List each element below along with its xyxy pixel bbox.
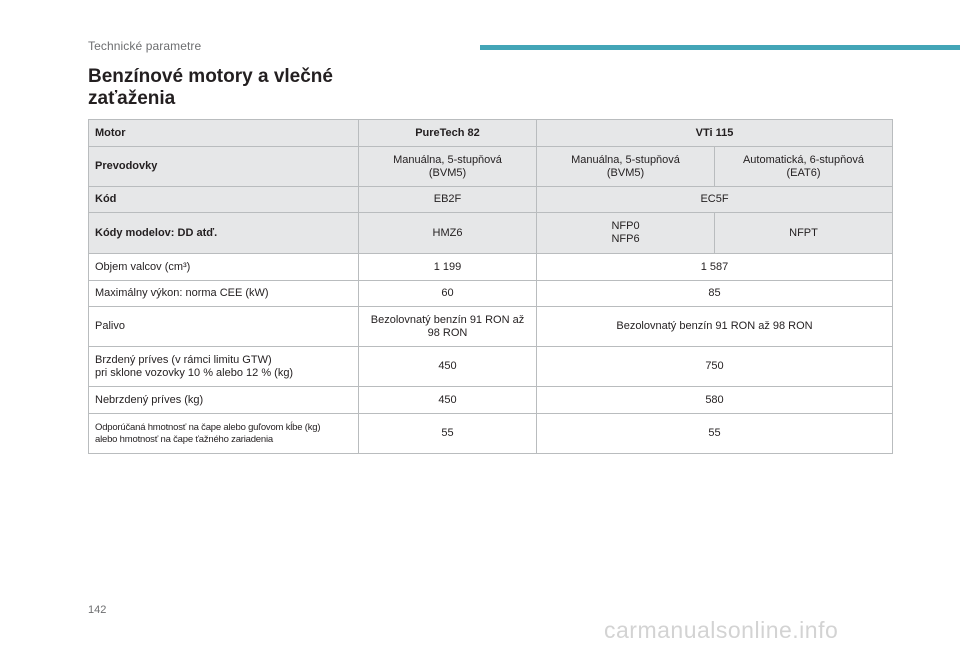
gearbox-label-cell: Prevodovky [89, 147, 359, 187]
table-row [89, 347, 893, 387]
braked-trailer-cell: 750 [537, 347, 893, 387]
model-code-cell: NFPT [715, 213, 893, 254]
nose-weight-label-line: alebo hmotnosť na čape ťažného zariadenia [95, 433, 273, 445]
max-power-cell: 85 [537, 281, 893, 307]
model-code-cell: HMZ6 [359, 213, 537, 254]
nose-weight-cell: 55 [537, 414, 893, 454]
gearbox-line: (BVM5) [428, 166, 467, 179]
engine-specs-table [88, 119, 893, 454]
table-row [89, 387, 893, 414]
fuel-line: 98 RON [427, 326, 468, 339]
unbraked-trailer-cell: 450 [359, 387, 537, 414]
table-row [89, 254, 893, 281]
engine2-header-cell: VTi 115 [537, 120, 893, 147]
page-title-line2: zaťaženia [88, 88, 176, 109]
fuel-cell: Bezolovnatý benzín 91 RON až 98 RON [537, 307, 893, 347]
table-row [89, 414, 893, 454]
nose-weight-cell: 55 [359, 414, 537, 454]
gearbox-line: Manuálna, 5-stupňová [571, 153, 680, 166]
displacement-label-cell: Objem valcov (cm³) [89, 254, 359, 281]
table-row [89, 213, 893, 254]
gearbox-line: (BVM5) [606, 166, 645, 179]
page-title [88, 66, 388, 110]
fuel-line: Bezolovnatý benzín 91 RON až [370, 313, 525, 326]
model-code-line: NFP6 [611, 233, 640, 245]
displacement-cell: 1 199 [359, 254, 537, 281]
table-row [89, 187, 893, 213]
gearbox-cell [537, 147, 715, 187]
model-codes-label-cell: Kódy modelov: DD atď. [89, 213, 359, 254]
braked-trailer-label-line: Brzdený príves (v rámci limitu GTW) [95, 353, 272, 366]
gearbox-cell [359, 147, 537, 187]
max-power-cell: 60 [359, 281, 537, 307]
table-row [89, 147, 893, 187]
watermark: carmanualsonline.info [604, 617, 839, 643]
max-power-label-cell: Maximálny výkon: norma CEE (kW) [89, 281, 359, 307]
fuel-label-cell: Palivo [89, 307, 359, 347]
model-code-line: NFP0 [611, 220, 640, 232]
braked-trailer-cell: 450 [359, 347, 537, 387]
engine1-header-cell: PureTech 82 [359, 120, 537, 147]
displacement-cell: 1 587 [537, 254, 893, 281]
table-row [89, 281, 893, 307]
gearbox-line: Manuálna, 5-stupňová [393, 153, 502, 166]
code-cell: EC5F [537, 187, 893, 213]
model-code-cell [537, 213, 715, 254]
unbraked-trailer-cell: 580 [537, 387, 893, 414]
gearbox-line: (EAT6) [786, 166, 821, 179]
page-number: 142 [88, 604, 107, 616]
gearbox-line: Automatická, 6-stupňová [742, 153, 865, 166]
header-label-cell: Motor [89, 120, 359, 147]
code-cell: EB2F [359, 187, 537, 213]
unbraked-trailer-label-cell: Nebrzdený príves (kg) [89, 387, 359, 414]
page-title-line1: Benzínové motory a vlečné [88, 66, 333, 87]
code-label-cell: Kód [89, 187, 359, 213]
accent-bar [480, 45, 960, 50]
nose-weight-label-line: Odporúčaná hmotnosť na čape alebo guľovom kĺbe (kg) [95, 421, 321, 433]
braked-trailer-label-cell [89, 347, 359, 387]
section-label: Technické parametre [88, 39, 202, 53]
braked-trailer-label-line: pri sklone vozovky 10 % alebo 12 % (kg) [95, 366, 294, 379]
table-row [89, 120, 893, 147]
nose-weight-label-cell [89, 414, 359, 454]
fuel-cell [359, 307, 537, 347]
table-row [89, 307, 893, 347]
gearbox-cell [715, 147, 893, 187]
